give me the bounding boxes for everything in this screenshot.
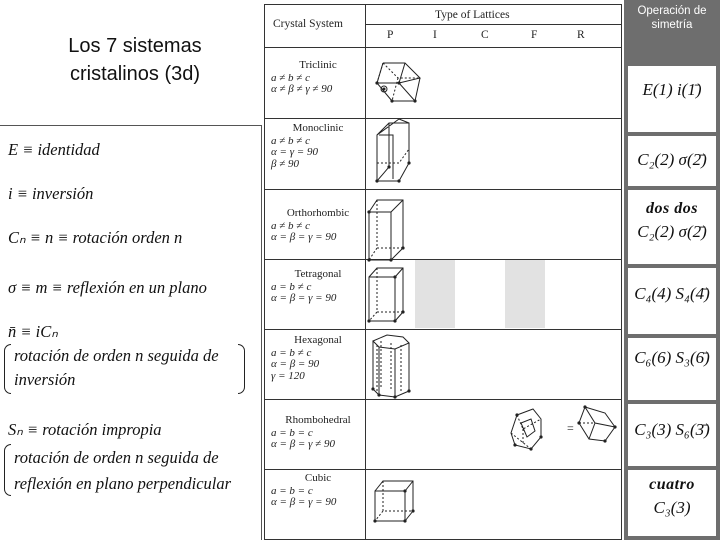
symmetry-cell-orthorhombic [628,190,716,264]
monoclinic-lattice-drawing [377,119,409,181]
cubic-lattice-drawing [375,481,413,521]
system-condition: β ≠ 90 [271,157,300,170]
system-condition: a = b ≠ c [271,346,312,359]
symmetry-operations: C₄(4) S₄(4̄) [634,284,710,303]
lattice-drawings [265,5,621,539]
system-name: Rhombohedral [285,414,351,426]
system-condition: a ≠ b ≠ c [271,71,310,84]
title-line-1: Los 7 sistemas [68,35,202,57]
system-condition: α ≠ β ≠ γ ≠ 90 [271,83,333,95]
definitions-panel [0,125,262,540]
symmetry-cell-monoclinic [628,136,716,186]
tetragonal-lattice-drawing [369,268,403,321]
system-condition: α = β = γ ≠ 90 [271,438,335,450]
header-crystal-system: Crystal System [273,18,343,30]
definition-reflection: σ ≡ m ≡ reflexión en un plano [8,278,207,297]
system-name: Tetragonal [294,268,342,280]
header-lattice-p: P [387,29,394,41]
symmetry-operations: C₂(2) σ(2̄) [637,222,707,241]
definition-rotoinversion-detail-1: rotación de orden n seguida de [14,346,219,365]
system-condition: a ≠ b ≠ c [271,219,310,232]
symmetry-cell-rhombohedral [628,404,716,466]
symmetry-operations: C₃(3) S₆(3̄) [634,420,710,439]
symmetry-multiplicity: cuatro [649,476,695,493]
symmetry-cell-hexagonal [628,338,716,400]
slide-title [40,32,230,88]
symmetry-cell-cubic [628,470,716,536]
symmetry-cell-triclinic [628,66,716,132]
symmetry-operations: C₃(3) [653,498,691,517]
system-name: Hexagonal [294,334,342,346]
header-type-of-lattices: Type of Lattices [435,9,510,21]
system-name: Triclinic [299,59,337,71]
definition-rotoinversion: n̄ ≡ iCₙ [8,322,58,341]
definition-identity: E ≡ identidad [8,140,100,159]
system-condition: a ≠ b ≠ c [271,134,310,147]
equals-sign: = [567,421,574,435]
rhombohedral-lattice-drawing [511,407,615,449]
symmetry-operations: E(1) i(1̄) [642,80,702,99]
definition-inversion: i ≡ inversión [8,184,94,203]
system-name: Monoclinic [292,122,344,134]
system-condition: a = b = c [271,484,313,497]
system-condition: γ = 120 [271,369,305,382]
system-condition: α = β = 90 [271,358,320,370]
system-condition: α = β = γ = 90 [271,231,337,243]
symmetry-operations: C₂(2) σ(2̄) [637,150,707,169]
right-parenthesis [238,344,245,394]
definition-rotation: Cₙ ≡ n ≡ rotación orden n [8,228,183,247]
definition-improper-detail-2: reflexión en plano perpendicular [14,474,232,493]
system-name: Orthorhombic [286,207,350,219]
left-parenthesis [4,344,11,394]
system-condition: α = β = γ = 90 [271,292,337,304]
system-name: Cubic [304,472,332,484]
header-lattice-i: I [433,29,437,41]
left-parenthesis [4,444,11,496]
hexagonal-lattice-drawing [373,335,409,397]
system-condition: α = γ = 90 [271,146,318,158]
title-line-2: cristalinos (3d) [69,63,201,85]
system-condition: a = b ≠ c [271,280,312,293]
definition-rotoinversion-detail-2: inversión [14,370,76,389]
symmetry-cell-tetragonal [628,268,716,334]
header-lattice-f: F [531,29,538,41]
definition-improper-rotation: Sₙ ≡ rotación impropia [8,420,162,439]
symmetry-multiplicity: dos dos [646,200,698,217]
symmetry-header: Operación de simetría [637,5,707,31]
symmetry-operations: C₆(6) S₃(6̄) [634,348,710,367]
crystal-systems-table [264,4,622,540]
definition-improper-detail-1: rotación de orden n seguida de [14,448,219,467]
orthorhombic-lattice-drawing [369,200,403,260]
header-lattice-r: R [577,29,585,41]
system-condition: α = β = γ = 90 [271,496,337,508]
system-condition: a = b = c [271,426,313,439]
header-lattice-c: C [481,29,489,41]
